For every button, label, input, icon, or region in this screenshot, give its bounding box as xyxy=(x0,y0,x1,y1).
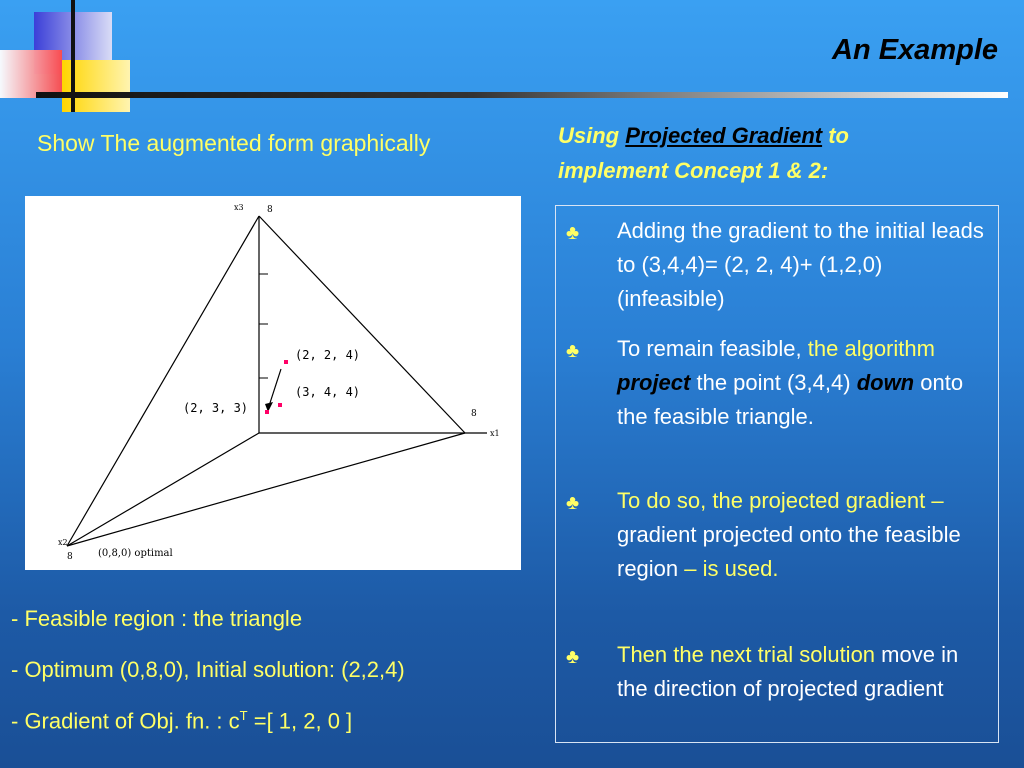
point-marker-344 xyxy=(278,403,282,407)
list-item-fragment: Then the next trial solution xyxy=(617,642,876,667)
explanation-box xyxy=(555,205,999,743)
right-heading xyxy=(558,118,998,188)
x1-axis-label: x1 xyxy=(490,429,500,438)
point-marker-233 xyxy=(265,410,269,414)
right-heading-line2: implement Concept 1 & 2: xyxy=(558,158,829,183)
right-heading-suffix: to xyxy=(828,123,849,148)
club-bullet-icon: ♣ xyxy=(566,492,580,514)
list-item-text xyxy=(617,638,989,706)
optimal-label: (0,8,0) optimal xyxy=(98,548,173,559)
x1-intercept-label: 8 xyxy=(471,409,477,419)
right-heading-prefix: Using xyxy=(558,123,620,148)
x3-intercept-label: 8 xyxy=(267,205,273,215)
left-heading: Show The augmented form graphically xyxy=(37,130,431,156)
list-item-fragment: the algorithm xyxy=(801,336,935,361)
triangle-edge-x3-x2 xyxy=(67,216,259,546)
x3-axis-label: x3 xyxy=(234,203,244,212)
list-item-text: Adding the gradient to the initial leads to (3,4,4)= (2, 2, 4)+ (1,2,0) (infeasible) xyxy=(617,218,984,311)
list-item-text xyxy=(617,332,989,434)
list-item-fragment: the point (3,4,4) xyxy=(690,370,857,395)
club-bullet-icon: ♣ xyxy=(566,646,580,668)
transpose-superscript: T xyxy=(239,708,248,723)
gradient-arrow xyxy=(269,369,281,406)
point-marker-224 xyxy=(284,360,288,364)
club-bullet-icon: ♣ xyxy=(566,222,580,244)
list-item-fragment: To do so, the projected gradient – xyxy=(617,488,944,513)
point-label-233: (2, 3, 3) xyxy=(183,401,249,415)
gradient-note-vector: =[ 1, 2, 0 ] xyxy=(247,708,353,734)
emphasis-project: project xyxy=(617,370,691,395)
decorative-red-square xyxy=(0,50,62,98)
list-item-fragment: gradient projected onto the feasible region xyxy=(617,522,961,581)
slide-title: An Example xyxy=(832,34,998,66)
x2-axis xyxy=(67,433,259,546)
emphasis-down: down xyxy=(856,370,915,395)
list-item-fragment: onto the feasible triangle. xyxy=(617,370,964,429)
feasible-region-figure xyxy=(25,196,521,570)
feasible-region-note: - Feasible region : the triangle xyxy=(11,606,303,631)
point-label-224: (2, 2, 4) xyxy=(295,348,361,362)
point-label-344: (3, 4, 4) xyxy=(295,385,361,399)
list-item-text xyxy=(617,484,989,586)
x2-intercept-label: 8 xyxy=(67,552,73,562)
optimum-note: - Optimum (0,8,0), Initial solution: (2,2,4) xyxy=(11,657,405,682)
title-underline-bar xyxy=(36,92,1008,98)
triangle-edge-x3-x1 xyxy=(259,216,465,433)
x2-axis-label: x2 xyxy=(58,538,68,547)
triangle-edge-x1-x2 xyxy=(67,433,465,546)
gradient-note xyxy=(11,708,352,734)
club-bullet-icon: ♣ xyxy=(566,340,580,362)
right-heading-highlight: Projected Gradient xyxy=(625,123,823,148)
feasible-region-diagram xyxy=(25,196,521,570)
list-item-fragment: move in the direction of projected gradient xyxy=(617,642,959,701)
list-item-fragment: To remain feasible, xyxy=(617,336,802,361)
list-item-fragment: – is used. xyxy=(684,556,779,581)
gradient-note-text: - Gradient of Obj. fn. : c xyxy=(11,708,240,734)
